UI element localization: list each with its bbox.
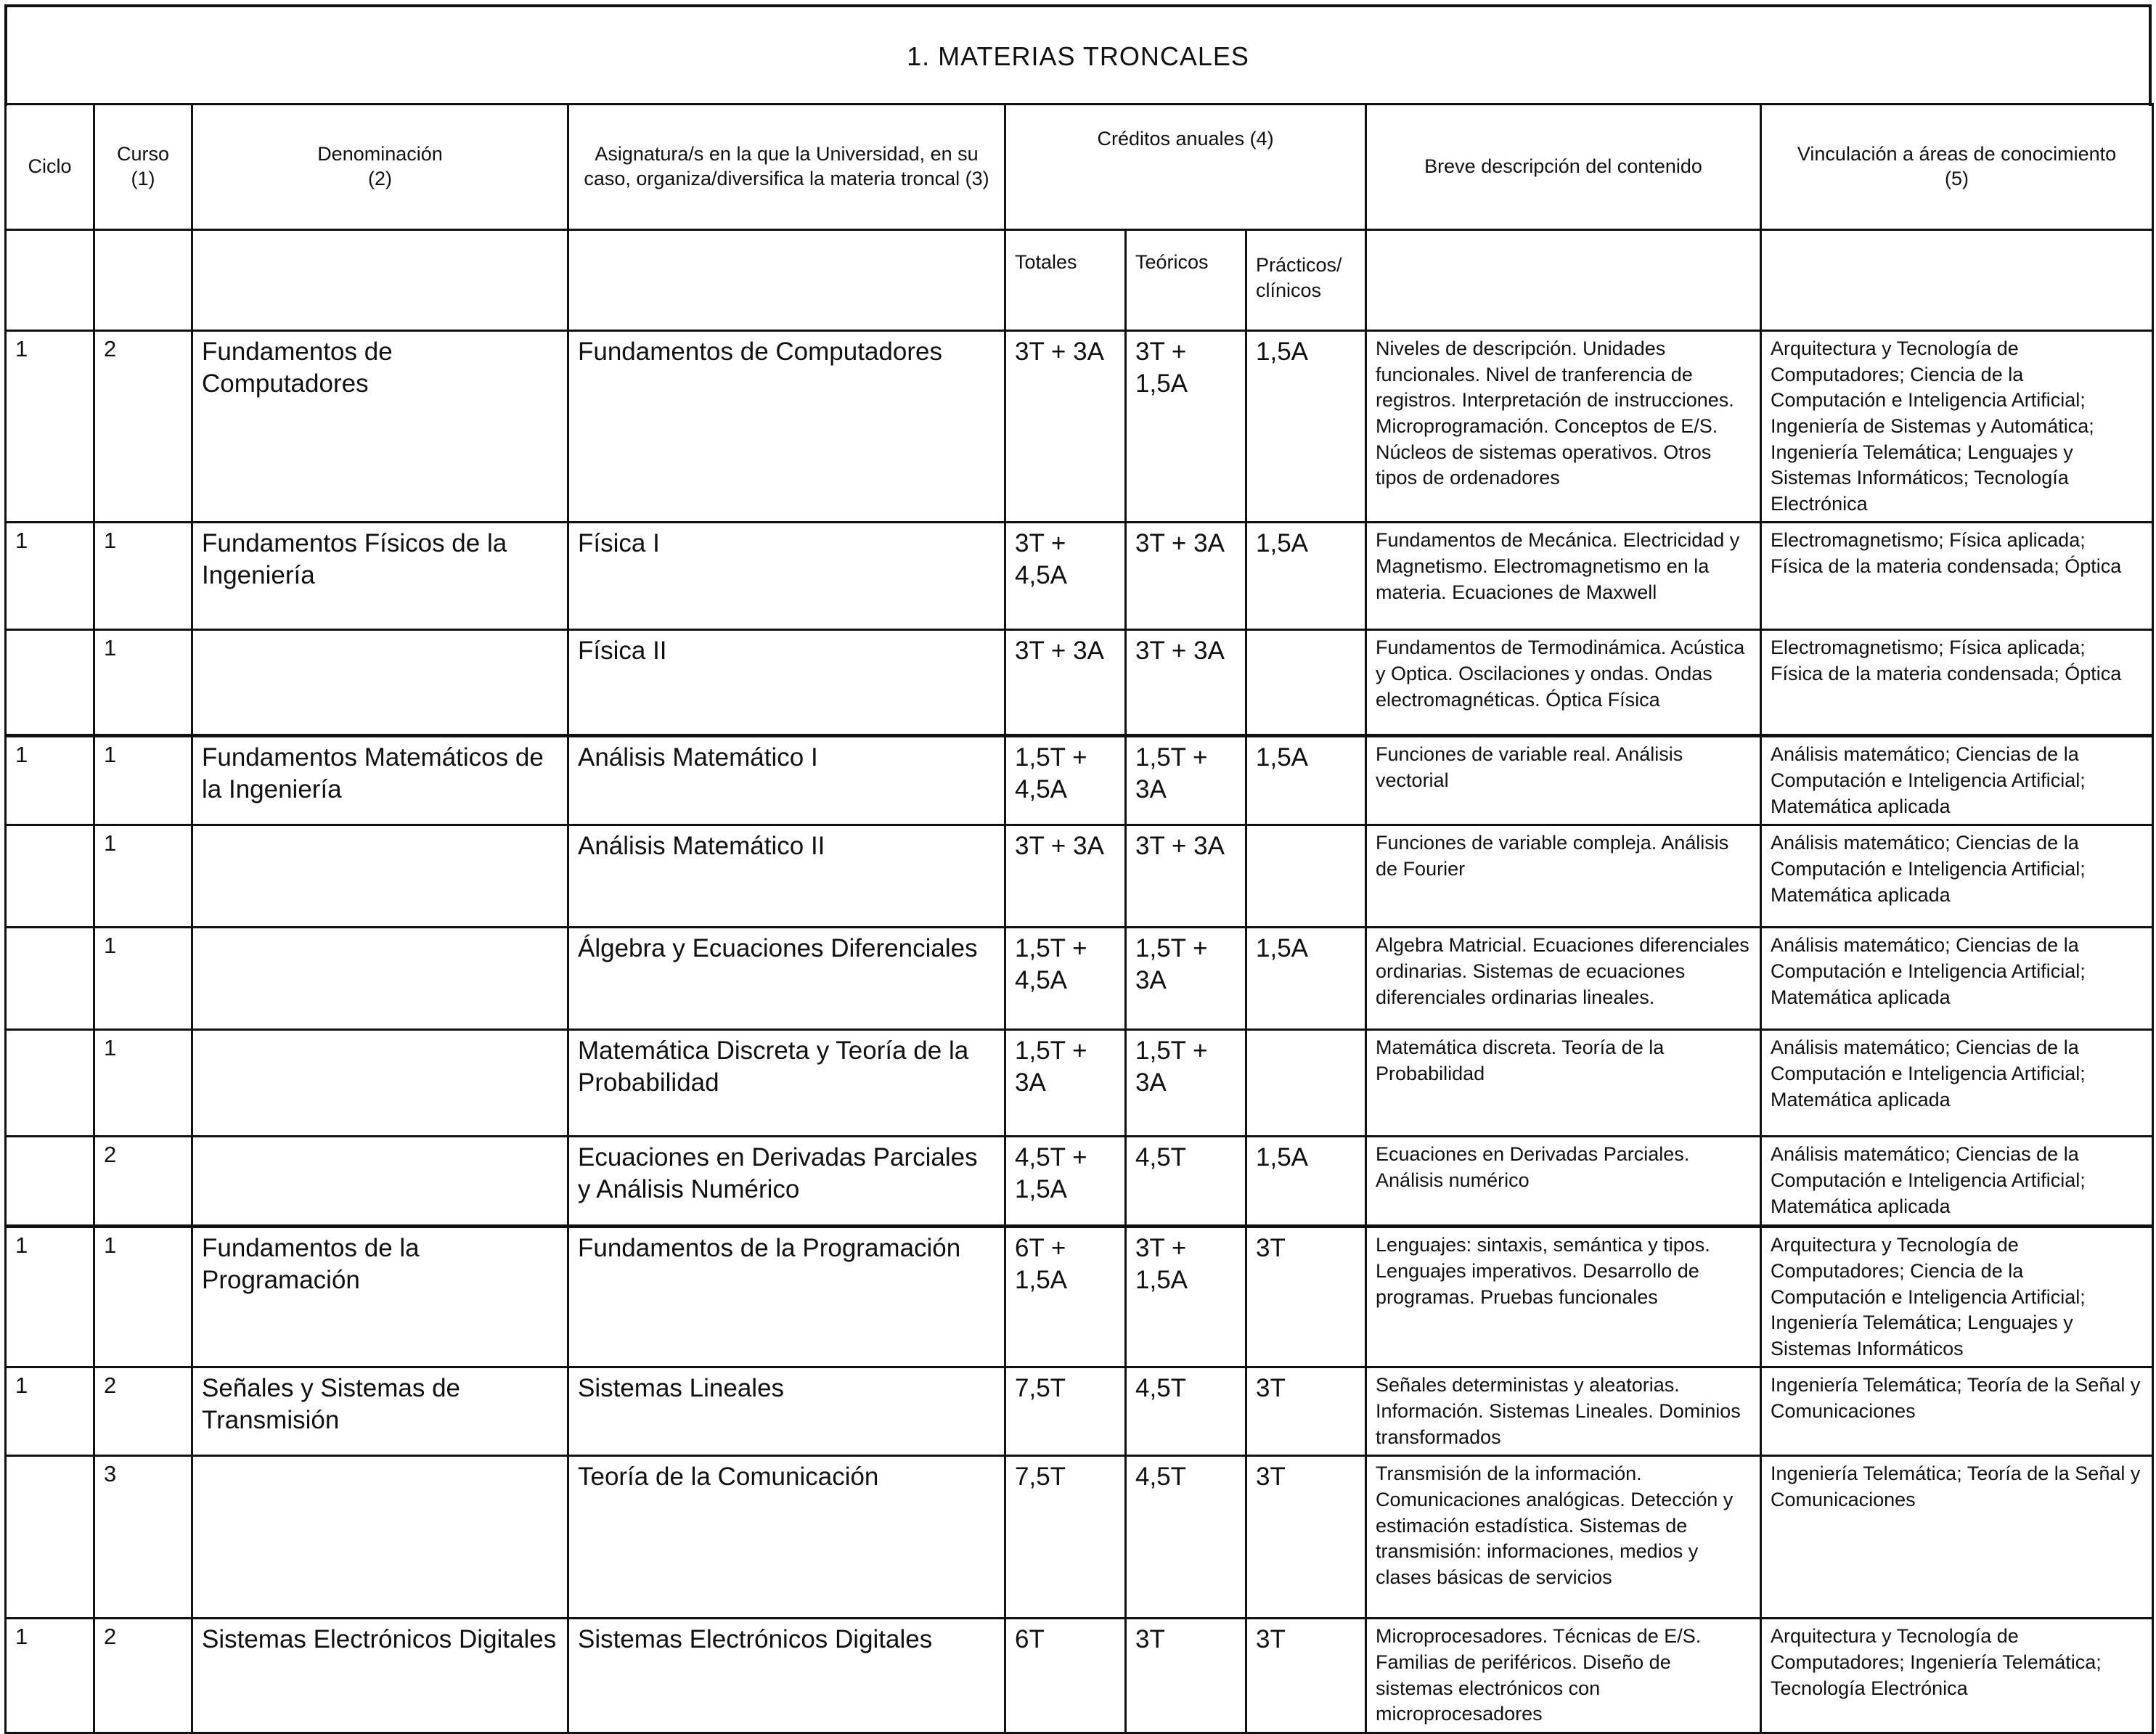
table-row	[6, 928, 2153, 1030]
cell-vinculacion: Arquitectura y Tecnología de Computadores; Ingeniería Telemática; Tecnología Electrónica	[1761, 1619, 2153, 1733]
cell-totales: 3T + 3A	[1005, 825, 1126, 928]
cell-practicos: 1,5A	[1246, 1137, 1366, 1227]
materias-table	[4, 103, 2154, 1734]
cell-vinculacion: Análisis matemático; Ciencias de la Computación e Inteligencia Artificial; Matemática aplicada	[1761, 928, 2153, 1030]
cell-denominacion: Fundamentos Matemáticos de la Ingeniería	[192, 736, 568, 825]
document-page	[4, 4, 2150, 1725]
cell-practicos: 3T	[1246, 1367, 1366, 1456]
cell-asignatura: Teoría de la Comunicación	[568, 1456, 1005, 1619]
cell-curso: 1	[94, 1030, 192, 1137]
table-row	[6, 1227, 2153, 1367]
cell-vinculacion: Electromagnetismo; Física aplicada; Física de la materia condensada; Óptica	[1761, 630, 2153, 736]
header-creditos: Créditos anuales (4)	[1005, 105, 1366, 230]
cell-ciclo: 1	[6, 736, 94, 825]
cell-practicos: 1,5A	[1246, 736, 1366, 825]
header-empty	[568, 230, 1005, 331]
cell-practicos: 3T	[1246, 1456, 1366, 1619]
cell-asignatura: Matemática Discreta y Teoría de la Probabilidad	[568, 1030, 1005, 1137]
cell-totales: 7,5T	[1005, 1367, 1126, 1456]
cell-vinculacion: Análisis matemático; Ciencias de la Computación e Inteligencia Artificial; Matemática aplicada	[1761, 736, 2153, 825]
cell-teoricos: 3T + 1,5A	[1126, 1227, 1246, 1367]
cell-curso: 1	[94, 736, 192, 825]
cell-descripcion: Matemática discreta. Teoría de la Probabilidad	[1366, 1030, 1761, 1137]
cell-vinculacion: Análisis matemático; Ciencias de la Computación e Inteligencia Artificial; Matemática aplicada	[1761, 1137, 2153, 1227]
table-row	[6, 630, 2153, 736]
table-row	[6, 736, 2153, 825]
cell-totales: 7,5T	[1005, 1456, 1126, 1619]
cell-curso: 1	[94, 928, 192, 1030]
cell-denominacion	[192, 928, 568, 1030]
cell-descripcion: Fundamentos de Mecánica. Electricidad y Magnetismo. Electromagnetismo en la materia. Ecuaciones de Maxwell	[1366, 523, 1761, 630]
header-empty	[6, 230, 94, 331]
cell-practicos: 1,5A	[1246, 928, 1366, 1030]
cell-ciclo	[6, 1137, 94, 1227]
cell-asignatura: Sistemas Lineales	[568, 1367, 1005, 1456]
cell-descripcion: Niveles de descripción. Unidades funcionales. Nivel de tranferencia de registros. Interpretación de instrucciones. Microprogramación. Conceptos de E/S. Núcleos de sistemas operativos. Otros tipos de ordenadores	[1366, 331, 1761, 523]
cell-asignatura: Física I	[568, 523, 1005, 630]
cell-asignatura: Análisis Matemático II	[568, 825, 1005, 928]
cell-totales: 1,5T + 3A	[1005, 1030, 1126, 1137]
header-denominacion: Denominación (2)	[192, 105, 568, 230]
cell-descripcion: Algebra Matricial. Ecuaciones diferenciales ordinarias. Sistemas de ecuaciones diferenciales ordinarias lineales.	[1366, 928, 1761, 1030]
cell-totales: 3T + 3A	[1005, 630, 1126, 736]
cell-curso: 2	[94, 1137, 192, 1227]
cell-vinculacion: Análisis matemático; Ciencias de la Computación e Inteligencia Artificial; Matemática aplicada	[1761, 825, 2153, 928]
cell-totales: 1,5T + 4,5A	[1005, 736, 1126, 825]
cell-curso: 2	[94, 1367, 192, 1456]
cell-denominacion: Fundamentos de la Programación	[192, 1227, 568, 1367]
table-row	[6, 1137, 2153, 1227]
header-descripcion: Breve descripción del contenido	[1366, 105, 1761, 230]
cell-totales: 1,5T + 4,5A	[1005, 928, 1126, 1030]
cell-descripcion: Lenguajes: sintaxis, semántica y tipos. Lenguajes imperativos. Desarrollo de programas. Pruebas funcionales	[1366, 1227, 1761, 1367]
cell-vinculacion: Análisis matemático; Ciencias de la Computación e Inteligencia Artificial; Matemática aplicada	[1761, 1030, 2153, 1137]
cell-practicos: 1,5A	[1246, 331, 1366, 523]
cell-teoricos: 3T	[1126, 1619, 1246, 1733]
cell-ciclo: 1	[6, 1227, 94, 1367]
cell-ciclo	[6, 928, 94, 1030]
cell-asignatura: Fundamentos de la Programación	[568, 1227, 1005, 1367]
cell-teoricos: 3T + 3A	[1126, 825, 1246, 928]
cell-ciclo: 1	[6, 523, 94, 630]
header-totales: Totales	[1005, 230, 1126, 331]
cell-denominacion: Señales y Sistemas de Transmisión	[192, 1367, 568, 1456]
cell-ciclo: 1	[6, 1367, 94, 1456]
header-asignatura: Asignatura/s en la que la Universidad, en su caso, organiza/diversifica la materia troncal (3)	[568, 105, 1005, 230]
table-row	[6, 1619, 2153, 1733]
cell-denominacion: Sistemas Electrónicos Digitales	[192, 1619, 568, 1733]
cell-denominacion: Fundamentos de Computadores	[192, 331, 568, 523]
header-empty	[1366, 230, 1761, 331]
cell-descripcion: Ecuaciones en Derivadas Parciales. Análisis numérico	[1366, 1137, 1761, 1227]
cell-teoricos: 1,5T + 3A	[1126, 1030, 1246, 1137]
cell-ciclo: 1	[6, 331, 94, 523]
cell-vinculacion: Ingeniería Telemática; Teoría de la Señal y Comunicaciones	[1761, 1367, 2153, 1456]
header-curso: Curso (1)	[94, 105, 192, 230]
cell-asignatura: Ecuaciones en Derivadas Parciales y Análisis Numérico	[568, 1137, 1005, 1227]
cell-denominacion	[192, 1456, 568, 1619]
cell-vinculacion: Arquitectura y Tecnología de Computadores; Ciencia de la Computación e Inteligencia Artificial; Ingeniería Telemática; Lenguajes y Sistemas Informáticos	[1761, 1227, 2153, 1367]
cell-teoricos: 1,5T + 3A	[1126, 928, 1246, 1030]
cell-asignatura: Análisis Matemático I	[568, 736, 1005, 825]
header-empty	[94, 230, 192, 331]
cell-totales: 3T + 3A	[1005, 331, 1126, 523]
table-row	[6, 825, 2153, 928]
cell-practicos	[1246, 825, 1366, 928]
cell-denominacion	[192, 1030, 568, 1137]
cell-totales: 6T + 1,5A	[1005, 1227, 1126, 1367]
header-empty	[192, 230, 568, 331]
cell-practicos	[1246, 630, 1366, 736]
cell-descripcion: Funciones de variable real. Análisis vectorial	[1366, 736, 1761, 825]
cell-vinculacion: Ingeniería Telemática; Teoría de la Señal y Comunicaciones	[1761, 1456, 2153, 1619]
cell-asignatura: Física II	[568, 630, 1005, 736]
cell-curso: 2	[94, 331, 192, 523]
cell-ciclo: 1	[6, 1619, 94, 1733]
cell-teoricos: 3T + 1,5A	[1126, 331, 1246, 523]
cell-curso: 2	[94, 1619, 192, 1733]
cell-curso: 3	[94, 1456, 192, 1619]
cell-descripcion: Funciones de variable compleja. Análisis de Fourier	[1366, 825, 1761, 928]
header-practicos: Prácticos/ clínicos	[1246, 230, 1366, 331]
cell-vinculacion: Arquitectura y Tecnología de Computadores; Ciencia de la Computación e Inteligencia Artificial; Ingeniería de Sistemas y Automática; Ingeniería Telemática; Lenguajes y Sistemas Informáticos; Tecnología Electrónica	[1761, 331, 2153, 523]
cell-denominacion	[192, 630, 568, 736]
header-ciclo: Ciclo	[6, 105, 94, 230]
cell-teoricos: 3T + 3A	[1126, 630, 1246, 736]
cell-practicos: 3T	[1246, 1619, 1366, 1733]
cell-asignatura: Álgebra y Ecuaciones Diferenciales	[568, 928, 1005, 1030]
cell-teoricos: 3T + 3A	[1126, 523, 1246, 630]
cell-curso: 1	[94, 630, 192, 736]
table-row	[6, 331, 2153, 523]
cell-practicos	[1246, 1030, 1366, 1137]
cell-totales: 4,5T + 1,5A	[1005, 1137, 1126, 1227]
cell-teoricos: 4,5T	[1126, 1137, 1246, 1227]
section-title: 1. MATERIAS TRONCALES	[4, 4, 2152, 106]
cell-curso: 1	[94, 523, 192, 630]
cell-teoricos: 4,5T	[1126, 1367, 1246, 1456]
cell-asignatura: Sistemas Electrónicos Digitales	[568, 1619, 1005, 1733]
cell-totales: 6T	[1005, 1619, 1126, 1733]
cell-teoricos: 1,5T + 3A	[1126, 736, 1246, 825]
cell-descripcion: Transmisión de la información. Comunicaciones analógicas. Detección y estimación estadística. Sistemas de transmisión: informaciones, medios y clases básicas de servicios	[1366, 1456, 1761, 1619]
header-vinculacion: Vinculación a áreas de conocimiento (5)	[1761, 105, 2153, 230]
cell-ciclo	[6, 825, 94, 928]
cell-practicos: 1,5A	[1246, 523, 1366, 630]
cell-denominacion	[192, 1137, 568, 1227]
cell-denominacion: Fundamentos Físicos de la Ingeniería	[192, 523, 568, 630]
cell-ciclo	[6, 1030, 94, 1137]
table-row	[6, 1456, 2153, 1619]
cell-ciclo	[6, 630, 94, 736]
cell-teoricos: 4,5T	[1126, 1456, 1246, 1619]
cell-descripcion: Microprocesadores. Técnicas de E/S. Familias de periféricos. Diseño de sistemas electrónicos con microprocesadores	[1366, 1619, 1761, 1733]
cell-ciclo	[6, 1456, 94, 1619]
header-teoricos: Teóricos	[1126, 230, 1246, 331]
table-row	[6, 1030, 2153, 1137]
cell-practicos: 3T	[1246, 1227, 1366, 1367]
cell-curso: 1	[94, 1227, 192, 1367]
cell-descripcion: Fundamentos de Termodinámica. Acústica y Optica. Oscilaciones y ondas. Ondas electromagnéticas. Óptica Física	[1366, 630, 1761, 736]
cell-totales: 3T + 4,5A	[1005, 523, 1126, 630]
cell-descripcion: Señales deterministas y aleatorias. Información. Sistemas Lineales. Dominios transformados	[1366, 1367, 1761, 1456]
table-row	[6, 1367, 2153, 1456]
cell-curso: 1	[94, 825, 192, 928]
cell-asignatura: Fundamentos de Computadores	[568, 331, 1005, 523]
table-row	[6, 523, 2153, 630]
cell-denominacion	[192, 825, 568, 928]
cell-vinculacion: Electromagnetismo; Física aplicada; Física de la materia condensada; Óptica	[1761, 523, 2153, 630]
header-empty	[1761, 230, 2153, 331]
